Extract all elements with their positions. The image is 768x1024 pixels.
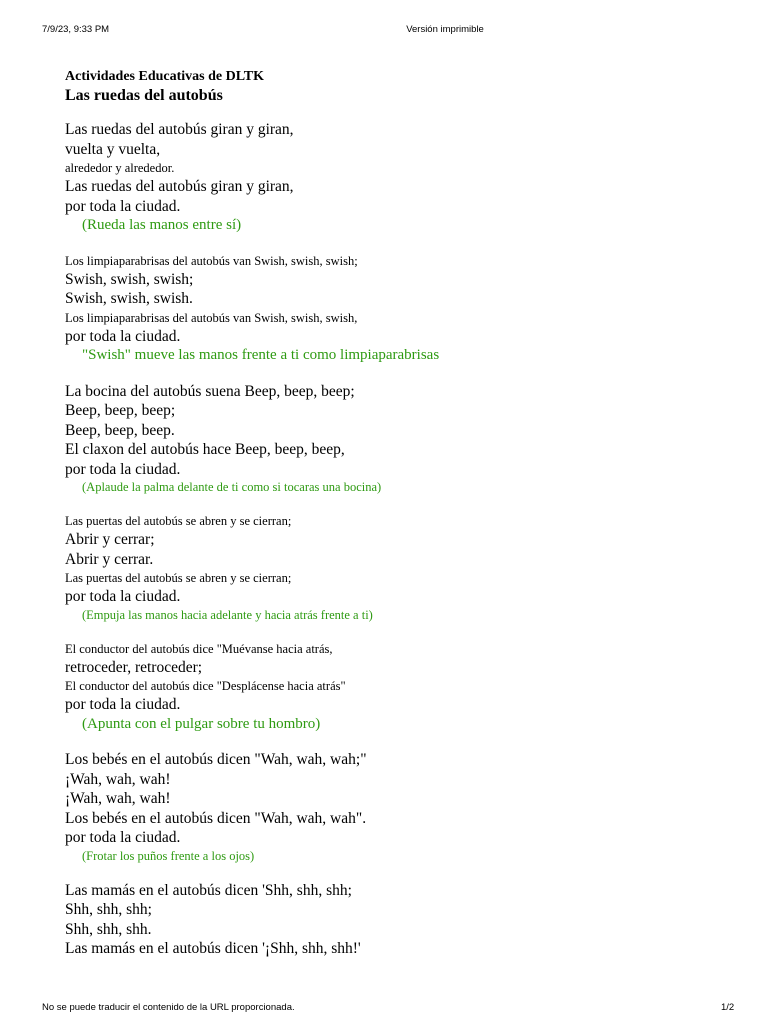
- verse-line: por toda la ciudad.: [65, 696, 181, 713]
- verse-line: Swish, swish, swish.: [65, 290, 193, 307]
- verse-instruction: (Aplaude la palma delante de ti como si tocaras una bocina): [82, 480, 382, 494]
- verse-instruction: (Rueda las manos entre sí): [82, 217, 242, 233]
- verse-line: Las mamás en el autobús dicen 'Shh, shh, shh;: [65, 881, 352, 899]
- verse-instruction: (Apunta con el pulgar sobre tu hombro): [82, 715, 321, 732]
- site-title: Actividades Educativas de DLTK: [65, 69, 265, 84]
- verse-line: Beep, beep, beep.: [65, 421, 175, 439]
- verse-line: Abrir y cerrar;: [65, 531, 155, 548]
- verse: [65, 640, 745, 735]
- verse-line: Las puertas del autobús se abren y se cierran;: [65, 571, 292, 585]
- verse-line: Los limpiaparabrisas del autobús van Swish, swish, swish,: [65, 310, 358, 325]
- verse: [65, 382, 745, 497]
- verse-line: por toda la ciudad.: [65, 460, 181, 478]
- verse: [65, 750, 745, 865]
- verse: [65, 120, 745, 236]
- verse-line: Los bebés en el autobús dicen "Wah, wah, wah;": [65, 751, 367, 768]
- verse-line: Abrir y cerrar.: [65, 550, 154, 568]
- verse-line: La bocina del autobús suena Beep, beep, beep;: [65, 382, 355, 400]
- verse-line: Swish, swish, swish;: [65, 270, 194, 288]
- verse-line: alrededor y alrededor.: [65, 161, 175, 175]
- song-title: Las ruedas del autobús: [65, 87, 223, 104]
- verse-line: por toda la ciudad.: [65, 197, 181, 215]
- page-content: [65, 68, 745, 975]
- verse-line: Los bebés en el autobús dicen "Wah, wah, wah".: [65, 809, 367, 827]
- page-number: 1/2: [721, 1002, 735, 1013]
- verse-line: ¡Wah, wah, wah!: [65, 770, 171, 788]
- verse-line: El conductor del autobús dice "Desplácense hacia atrás": [65, 679, 346, 693]
- verse-line: por toda la ciudad.: [65, 588, 181, 605]
- verse-instruction: (Frotar los puños frente a los ojos): [82, 848, 255, 863]
- verse: [65, 881, 745, 959]
- verse-line: vuelta y vuelta,: [65, 140, 161, 158]
- verse-line: por toda la ciudad.: [65, 829, 181, 846]
- verse-line: Las puertas del autobús se abren y se cierran;: [65, 514, 292, 528]
- verses-container: [65, 120, 745, 959]
- verse-line: Beep, beep, beep;: [65, 402, 176, 419]
- translation-notice: No se puede traducir el contenido de la URL proporcionada.: [42, 1002, 295, 1013]
- print-header-title: Versión imprimible: [406, 24, 484, 35]
- verse: [65, 512, 745, 624]
- verse: [65, 252, 745, 366]
- verse-line: El conductor del autobús dice "Muévanse hacia atrás,: [65, 641, 333, 656]
- verse-instruction: (Empuja las manos hacia adelante y hacia atrás frente a ti): [82, 607, 373, 622]
- verse-line: El claxon del autobús hace Beep, beep, beep,: [65, 441, 345, 458]
- verse-line: Las mamás en el autobús dicen '¡Shh, shh, shh!': [65, 940, 361, 957]
- verse-line: Las ruedas del autobús giran y giran,: [65, 178, 294, 195]
- verse-line: por toda la ciudad.: [65, 327, 181, 345]
- verse-line: Las ruedas del autobús giran y giran,: [65, 121, 294, 138]
- print-datetime: 7/9/23, 9:33 PM: [42, 24, 110, 35]
- verse-line: retroceder, retroceder;: [65, 658, 203, 676]
- verse-line: Shh, shh, shh.: [65, 920, 152, 938]
- verse-line: ¡Wah, wah, wah!: [65, 790, 171, 807]
- verse-line: Los limpiaparabrisas del autobús van Swish, swish, swish;: [65, 253, 358, 268]
- verse-instruction: "Swish" mueve las manos frente a ti como limpiaparabrisas: [82, 347, 440, 363]
- verse-line: Shh, shh, shh;: [65, 901, 152, 918]
